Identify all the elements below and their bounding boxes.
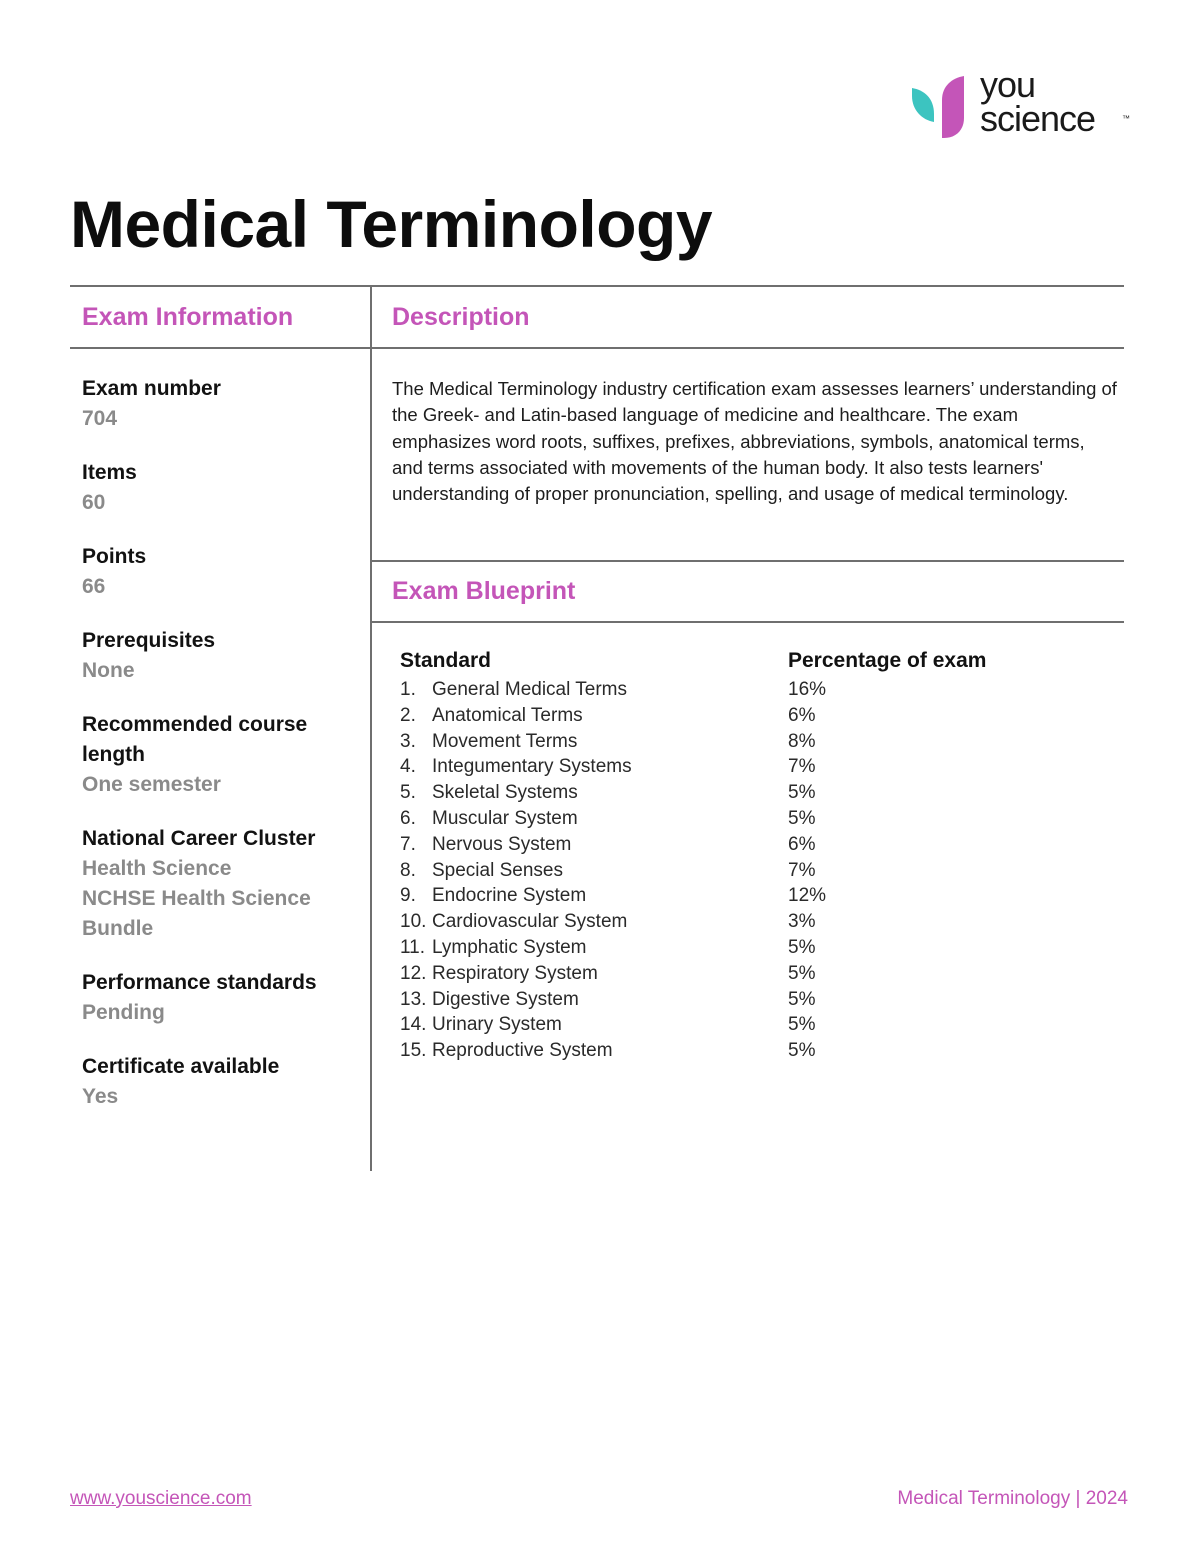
blueprint-row-percentage: 7% <box>788 859 816 881</box>
items-label: Items <box>82 461 137 484</box>
prerequisites-value: None <box>82 659 135 682</box>
blueprint-row-number: 14. <box>400 1014 427 1036</box>
exam-blueprint-heading: Exam Blueprint <box>392 577 576 605</box>
blueprint-row-percentage: 5% <box>788 936 816 958</box>
blueprint-row-standard: Cardiovascular System <box>432 911 628 933</box>
blueprint-row-standard: Anatomical Terms <box>432 704 583 726</box>
blueprint-list <box>400 677 1120 1064</box>
youscience-logo <box>910 64 1130 142</box>
certificate-field <box>82 1052 362 1112</box>
footer-website-link[interactable]: www.youscience.com <box>70 1488 252 1509</box>
blueprint-row-standard: Nervous System <box>432 833 572 855</box>
blueprint-row <box>400 858 1120 884</box>
course-length-label: Recommended course length <box>82 713 308 766</box>
blueprint-row-standard: Integumentary Systems <box>432 756 632 778</box>
description-heading: Description <box>392 303 530 331</box>
career-cluster-field <box>82 824 362 944</box>
exam-information-panel <box>82 374 362 1136</box>
blueprint-row-percentage: 5% <box>788 988 816 1010</box>
blueprint-row-percentage: 5% <box>788 962 816 984</box>
blueprint-row-number: 2. <box>400 704 416 726</box>
blueprint-row <box>400 754 1120 780</box>
blueprint-row-percentage: 5% <box>788 807 816 829</box>
blueprint-row-percentage: 6% <box>788 833 816 855</box>
blueprint-row-standard: General Medical Terms <box>432 679 628 700</box>
blueprint-row-standard: Urinary System <box>432 1014 562 1036</box>
blueprint-row-number: 6. <box>400 807 416 829</box>
blueprint-row-percentage: 12% <box>788 885 827 907</box>
blueprint-row <box>400 1012 1120 1038</box>
exam-number-label: Exam number <box>82 377 221 400</box>
certificate-value: Yes <box>82 1085 119 1108</box>
description-text: The Medical Terminology industry certification exam assesses learners’ understanding of the Greek- and Latin-based language of medicine and healthcare. The exam emphasizes word roots, suffixes, prefixes, abbreviations, symbols, anatomical terms, and terms associated with movements of the human body. It also tests learners' understanding of proper pronunciation, spelling, and usage of medical terminology. <box>392 378 1117 505</box>
blueprint-row <box>400 703 1120 729</box>
points-field <box>82 542 362 602</box>
logo-line-you: you <box>980 64 1036 105</box>
prerequisites-label: Prerequisites <box>82 629 216 652</box>
page-title: Medical Terminology <box>70 187 713 261</box>
blueprint-row-number: 15. <box>400 1040 427 1062</box>
blueprint-row-standard: Respiratory System <box>432 962 598 984</box>
blueprint-row-number: 11. <box>400 936 426 958</box>
performance-standards-field <box>82 968 362 1028</box>
blueprint-row-standard: Reproductive System <box>432 1040 613 1062</box>
blueprint-row-number: 8. <box>400 859 416 881</box>
footer-doc-label: Medical Terminology | 2024 <box>897 1488 1128 1509</box>
blueprint-row-number: 13. <box>400 988 427 1010</box>
blueprint-row-number: 10. <box>400 911 427 933</box>
blueprint-row-standard: Muscular System <box>432 807 578 829</box>
divider-header-bottom <box>70 347 1124 349</box>
blueprint-percentage-header: Percentage of exam <box>788 649 987 672</box>
blueprint-row <box>400 677 1120 703</box>
career-cluster-value-2: NCHSE Health Science Bundle <box>82 887 311 940</box>
blueprint-row-percentage: 6% <box>788 704 816 726</box>
blueprint-row-number: 3. <box>400 730 416 752</box>
blueprint-row <box>400 987 1120 1013</box>
certificate-label: Certificate available <box>82 1055 280 1078</box>
course-length-value: One semester <box>82 773 221 796</box>
exam-number-value: 704 <box>82 407 118 430</box>
logo-line-science: science <box>980 98 1096 139</box>
performance-standards-label: Performance standards <box>82 971 317 994</box>
points-value: 66 <box>82 575 106 598</box>
career-cluster-value-1: Health Science <box>82 857 232 880</box>
logo-wordmark <box>980 64 1096 139</box>
blueprint-row-number: 12. <box>400 962 427 984</box>
exam-number-field <box>82 374 362 434</box>
blueprint-row <box>400 780 1120 806</box>
exam-information-heading: Exam Information <box>82 303 294 331</box>
prerequisites-field <box>82 626 362 686</box>
blueprint-row <box>400 729 1120 755</box>
blueprint-row-number: 5. <box>400 782 416 804</box>
blueprint-row-standard: Endocrine System <box>432 885 587 907</box>
blueprint-row <box>400 832 1120 858</box>
blueprint-row-standard: Movement Terms <box>432 730 578 752</box>
blueprint-row-percentage: 5% <box>788 782 816 804</box>
divider-blueprint-header <box>371 621 1124 623</box>
blueprint-row-percentage: 3% <box>788 911 816 933</box>
blueprint-row-percentage: 8% <box>788 730 816 752</box>
performance-standards-value: Pending <box>82 1001 165 1024</box>
blueprint-row-standard: Digestive System <box>432 988 579 1010</box>
items-value: 60 <box>82 491 106 514</box>
youscience-leaf-icon <box>910 74 966 140</box>
blueprint-standard-header: Standard <box>400 649 492 672</box>
blueprint-row-percentage: 5% <box>788 1014 816 1036</box>
blueprint-row-number: 9. <box>400 885 416 907</box>
blueprint-row <box>400 1038 1120 1064</box>
blueprint-row <box>400 909 1120 935</box>
logo-trademark: ™ <box>1122 114 1130 123</box>
blueprint-row-number: 1. <box>400 679 416 700</box>
blueprint-row-standard: Special Senses <box>432 859 563 881</box>
blueprint-row-number: 4. <box>400 756 416 778</box>
blueprint-row-number: 7. <box>400 833 416 855</box>
blueprint-row <box>400 883 1120 909</box>
divider-description-bottom <box>371 560 1124 562</box>
career-cluster-label: National Career Cluster <box>82 827 316 850</box>
points-label: Points <box>82 545 147 568</box>
blueprint-row-percentage: 5% <box>788 1040 816 1062</box>
items-field <box>82 458 362 518</box>
course-length-field <box>82 710 362 800</box>
blueprint-row <box>400 961 1120 987</box>
blueprint-row-percentage: 16% <box>788 679 827 700</box>
divider-top <box>70 285 1124 287</box>
blueprint-row <box>400 806 1120 832</box>
blueprint-row-standard: Lymphatic System <box>432 936 587 958</box>
blueprint-row-percentage: 7% <box>788 756 816 778</box>
divider-vertical <box>370 285 372 1171</box>
blueprint-row <box>400 935 1120 961</box>
blueprint-row-standard: Skeletal Systems <box>432 782 578 804</box>
